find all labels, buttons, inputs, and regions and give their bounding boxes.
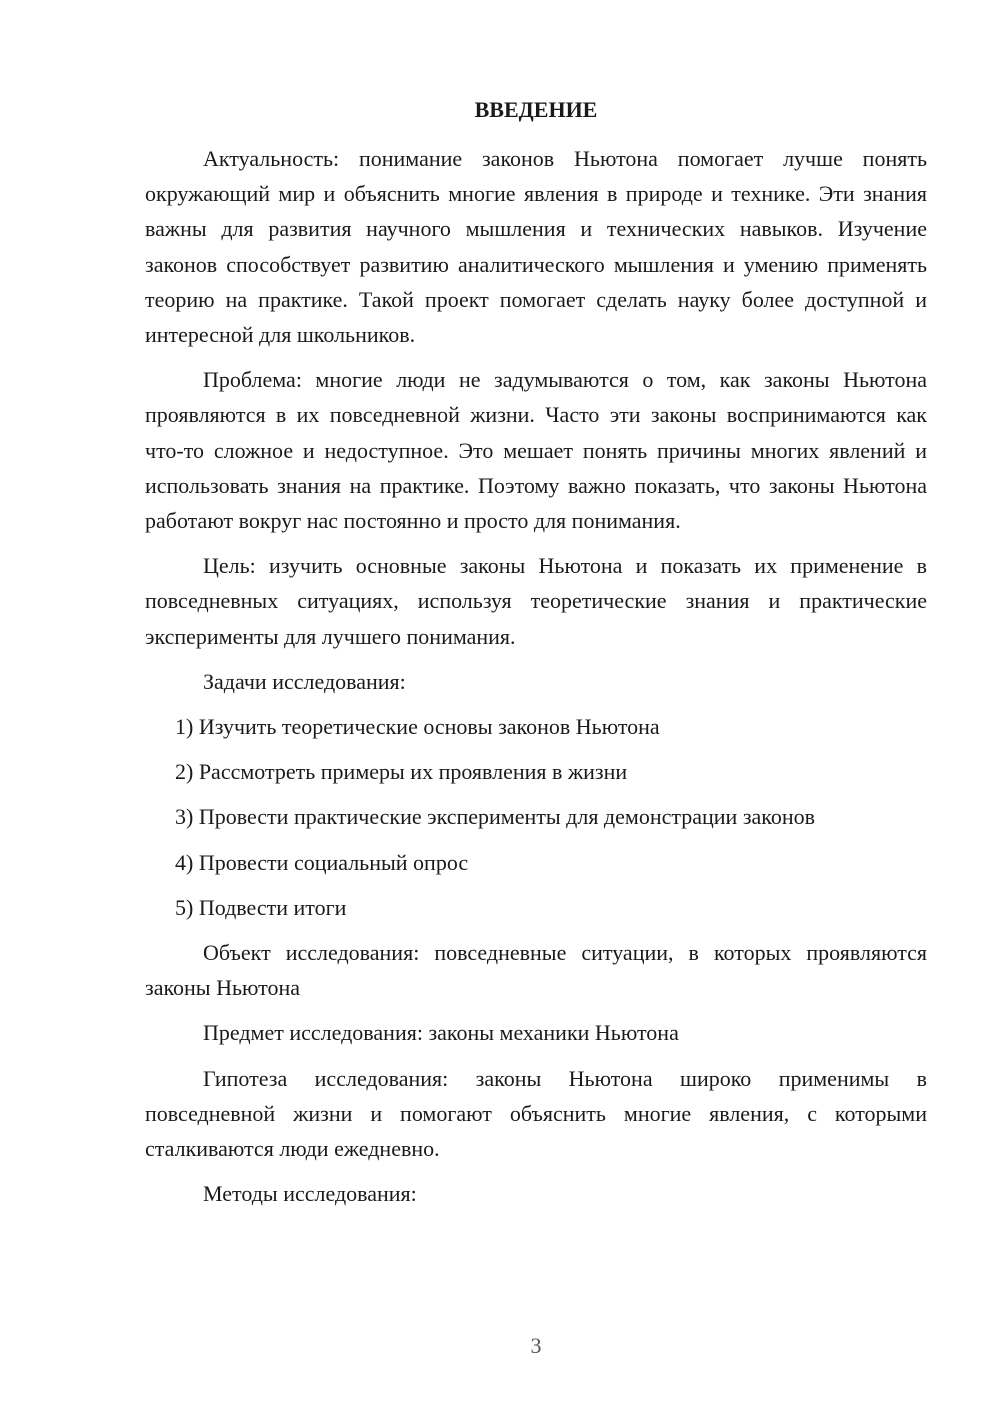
task-item-3: 3) Провести практические эксперименты для демонстрации законов bbox=[175, 804, 816, 830]
problem-paragraph: Проблема: многие люди не задумываются о том, как законы Ньютона проявляются в их повседневной жизни. Часто эти законы воспринимаются как что-то сложное и недоступное. Это мешает понять причины многих явлений и использовать знания на практике. Поэтому важно показать, что законы Ньютона работают вокруг нас постоянно и просто для понимания. bbox=[145, 367, 927, 534]
object-paragraph: Объект исследования: повседневные ситуации, в которых проявляются законы Ньютона bbox=[145, 940, 927, 1001]
task-item-5: 5) Подвести итоги bbox=[175, 894, 347, 920]
hypothesis-paragraph: Гипотеза исследования: законы Ньютона широко применимы в повседневной жизни и помогают объяснить многие явления, с которыми сталкиваются люди ежедневно. bbox=[145, 1065, 927, 1162]
section-title: ВВЕДЕНИЕ bbox=[474, 97, 598, 122]
task-item-2: 2) Рассмотреть примеры их проявления в жизни bbox=[175, 759, 628, 785]
page-number: 3 bbox=[530, 1333, 542, 1358]
task-item-1: 1) Изучить теоретические основы законов Ньютона bbox=[175, 714, 660, 740]
tasks-heading: Задачи исследования: bbox=[203, 668, 406, 694]
methods-heading: Методы исследования: bbox=[203, 1181, 417, 1207]
relevance-paragraph: Актуальность: понимание законов Ньютона помогает лучше понять окружающий мир и объяснить многие явления в природе и технике. Эти знания важны для развития научного мышления и технических навыков. Изучение законов способствует развитию аналитического мышления и умению применять теорию на практике. Такой проект помогает сделать науку более доступной и интересной для школьников. bbox=[145, 146, 927, 348]
task-item-4: 4) Провести социальный опрос bbox=[175, 849, 469, 875]
subject-paragraph: Предмет исследования: законы механики Ньютона bbox=[203, 1020, 679, 1046]
goal-paragraph: Цель: изучить основные законы Ньютона и показать их применение в повседневных ситуациях, используя теоретические знания и практические эксперименты для лучшего понимания. bbox=[145, 553, 927, 649]
body-text bbox=[145, 141, 927, 1221]
